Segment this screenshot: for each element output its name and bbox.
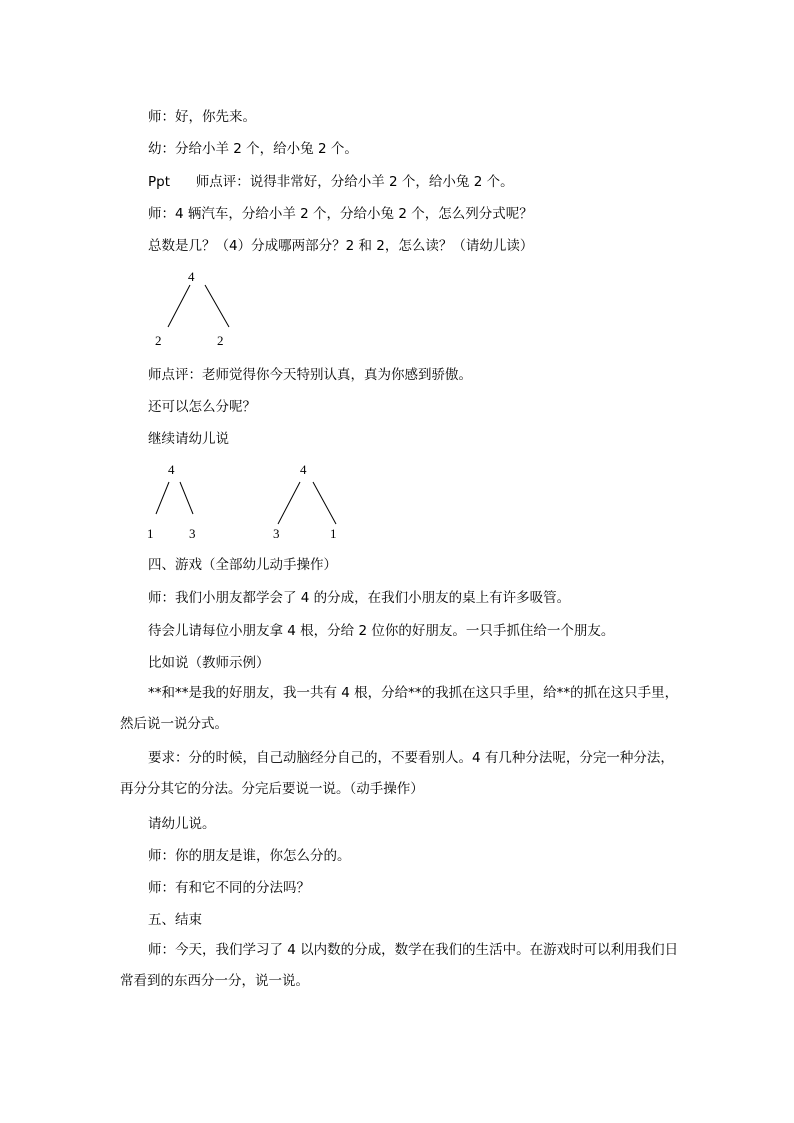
text-line: 还可以怎么分呢？ xyxy=(148,399,256,415)
tree-branch-right xyxy=(313,482,336,524)
tree-branch-right xyxy=(205,285,229,327)
tree-branch-left xyxy=(168,285,190,327)
number-decomposition-tree xyxy=(268,458,348,543)
text-line: 比如说（教师示例） xyxy=(148,655,270,671)
text-line: 师：我们小朋友都学会了 4 的分成，在我们小朋友的桌上有许多吸管。 xyxy=(148,590,571,606)
text-line: 请幼儿说。 xyxy=(148,816,216,832)
text-line: 幼：分给小羊 2 个，给小兔 2 个。 xyxy=(148,141,358,157)
text-line: Ppt 师点评：说得非常好，分给小羊 2 个，给小兔 2 个。 xyxy=(148,174,514,190)
number-decomposition-tree xyxy=(140,458,210,543)
section-heading: 五、结束 xyxy=(148,912,202,928)
tree-total: 4 xyxy=(188,269,195,284)
text-line: 师：4 辆汽车，分给小羊 2 个，分给小兔 2 个，怎么列分式呢？ xyxy=(148,206,533,222)
tree-total: 4 xyxy=(168,462,175,477)
text-line: 师：好，你先来。 xyxy=(148,109,256,125)
tree-branch-left xyxy=(156,482,169,514)
text-line: 继续请幼儿说 xyxy=(148,431,229,447)
text-line: 师点评：老师觉得你今天特别认真，真为你感到骄傲。 xyxy=(148,367,472,383)
tree-left-part: 2 xyxy=(155,333,162,348)
text-paragraph: 要求：分的时候，自己动脑经分自己的，不要看别人。4 有几种分法呢，分完一种分法，再分分其它的分法。分完后要说一说。（动手操作） xyxy=(120,750,674,797)
text-line: 师：有和它不同的分法吗？ xyxy=(148,880,310,896)
number-decomposition-tree xyxy=(145,265,245,350)
text-paragraph: 师：今天，我们学习了 4 以内数的分成，数学在我们的生活中。在游戏时可以利用我们日常看到的东西分一分，说一说。 xyxy=(120,942,679,989)
tree-left-part: 1 xyxy=(147,526,154,541)
text-line: 师：你的朋友是谁，你怎么分的。 xyxy=(148,848,351,864)
tree-left-part: 3 xyxy=(273,526,280,541)
tree-branch-left xyxy=(278,482,300,524)
tree-right-part: 1 xyxy=(330,526,337,541)
tree-right-part: 3 xyxy=(189,526,196,541)
text-paragraph: **和**是我的好朋友，我一共有 4 根，分给**的我抓在这只手里，给**的抓在这只手里，然后说一说分式。 xyxy=(120,685,679,732)
text-line: 待会儿请每位小朋友拿 4 根，分给 2 位你的好朋友。一只手抓住给一个朋友。 xyxy=(148,623,615,639)
tree-right-part: 2 xyxy=(217,333,224,348)
text-line: 总数是几？（4）分成哪两部分？2 和 2，怎么读？（请幼儿读） xyxy=(148,238,534,254)
tree-total: 4 xyxy=(300,462,307,477)
tree-branch-right xyxy=(180,482,193,514)
section-heading: 四、游戏（全部幼儿动手操作） xyxy=(148,557,337,573)
